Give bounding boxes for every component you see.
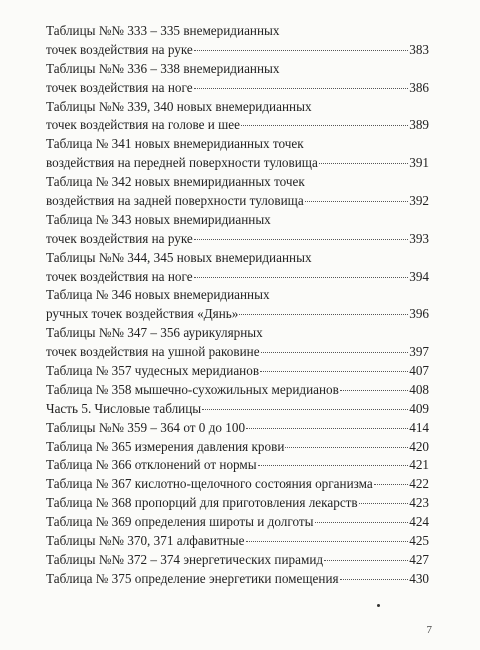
toc-page-number: 421 <box>409 457 429 473</box>
toc-entry[interactable] <box>46 286 429 324</box>
toc-page-number: 414 <box>409 419 429 435</box>
dot-leader <box>246 541 409 542</box>
toc-entry[interactable] <box>46 362 429 381</box>
dot-leader <box>319 163 408 164</box>
toc-entry[interactable] <box>46 98 429 136</box>
toc-entry-text: Таблица № 366 отклонений от нормы <box>46 457 257 473</box>
toc-entry-text: точек воздействия на голове и шее <box>46 117 241 133</box>
toc-entry[interactable] <box>46 532 429 551</box>
toc-entry-text: Таблица № 342 новых внемиридианных точек <box>46 174 305 190</box>
dot-leader <box>258 465 409 466</box>
toc-page-number: 389 <box>409 117 429 133</box>
toc-page-number: 430 <box>409 570 429 586</box>
toc-entry-text: Таблица № 367 кислотно-щелочного состояния организма <box>46 476 373 492</box>
toc-entry-text: Таблица № 368 пропорций для приготовления лекарств <box>46 495 358 511</box>
toc-entry[interactable] <box>46 419 429 438</box>
toc-entry-text: Таблицы №№ 370, 371 алфавитные <box>46 533 245 549</box>
dot-leader <box>239 314 408 315</box>
table-of-contents <box>46 22 429 589</box>
toc-page-number: 383 <box>409 41 429 57</box>
toc-entry-text: Таблицы №№ 344, 345 новых внемеридианных <box>46 249 312 265</box>
toc-entry-text: Таблица № 343 новых внемиридианных <box>46 211 271 227</box>
toc-page-number: 407 <box>409 363 429 379</box>
dot-leader <box>246 428 408 429</box>
page-number: 7 <box>426 624 432 636</box>
toc-entry[interactable] <box>46 22 429 60</box>
toc-entry-text: точек воздействия на ноге <box>46 79 193 95</box>
dot-leader <box>305 201 409 202</box>
toc-entry[interactable] <box>46 60 429 98</box>
toc-entry[interactable] <box>46 249 429 287</box>
toc-page-number: 396 <box>409 306 429 322</box>
toc-entry[interactable] <box>46 494 429 513</box>
toc-entry-text: Таблицы №№ 372 – 374 энергетических пирамид <box>46 551 324 567</box>
dot-leader <box>340 390 408 391</box>
ink-dot <box>377 604 380 607</box>
toc-entry[interactable] <box>46 570 429 589</box>
toc-page-number: 392 <box>409 193 429 209</box>
toc-page-number: 391 <box>409 155 429 171</box>
toc-entry-text: Таблицы №№ 347 – 356 аурикулярных <box>46 325 263 341</box>
toc-entry[interactable] <box>46 513 429 532</box>
dot-leader <box>194 88 409 89</box>
toc-page-number: 408 <box>409 381 429 397</box>
toc-entry-text: Таблица № 357 чудесных меридианов <box>46 363 260 379</box>
toc-page-number: 425 <box>409 533 429 549</box>
toc-page-number: 409 <box>409 400 429 416</box>
toc-entry-text: точек воздействия на руке <box>46 230 193 246</box>
toc-entry[interactable] <box>46 551 429 570</box>
toc-entry-text: точек воздействия на руке <box>46 41 193 57</box>
toc-entry-text: Таблица № 375 определение энергетики помещения <box>46 570 339 586</box>
dot-leader <box>260 371 408 372</box>
dot-leader <box>202 409 408 410</box>
toc-entry-text: Таблицы №№ 339, 340 новых внемеридианных <box>46 98 312 114</box>
dot-leader <box>194 50 408 51</box>
toc-entry-text: Часть 5. Числовые таблицы <box>46 400 202 416</box>
dot-leader <box>194 277 409 278</box>
toc-entry-text: Таблицы №№ 359 – 364 от 0 до 100 <box>46 419 246 435</box>
toc-entry[interactable] <box>46 135 429 173</box>
toc-page-number: 386 <box>409 79 429 95</box>
dot-leader <box>194 239 408 240</box>
toc-entry-text: точек воздействия на ушной раковине <box>46 344 260 360</box>
toc-entry-text: ручных точек воздействия «Дянь» <box>46 306 239 322</box>
toc-page-number: 397 <box>409 344 429 360</box>
dot-leader <box>241 125 408 126</box>
toc-entry-text: воздействия на задней поверхности туловища <box>46 193 304 209</box>
dot-leader <box>285 447 408 448</box>
toc-page-number: 422 <box>409 476 429 492</box>
toc-entry[interactable] <box>46 456 429 475</box>
dot-leader <box>359 503 409 504</box>
toc-page-number: 427 <box>409 551 429 567</box>
toc-page-number: 424 <box>409 514 429 530</box>
toc-entry[interactable] <box>46 400 429 419</box>
toc-entry[interactable] <box>46 324 429 362</box>
toc-entry[interactable] <box>46 173 429 211</box>
toc-entry-text: точек воздействия на ноге <box>46 268 193 284</box>
toc-entry[interactable] <box>46 211 429 249</box>
dot-leader <box>315 522 409 523</box>
toc-entry-text: Таблицы №№ 336 – 338 внемеридианных <box>46 60 280 76</box>
toc-page-number: 393 <box>409 230 429 246</box>
toc-entry[interactable] <box>46 475 429 494</box>
dot-leader <box>324 560 408 561</box>
toc-entry-text: Таблица № 369 определения широты и долготы <box>46 514 314 530</box>
toc-entry-text: Таблицы №№ 333 – 335 внемеридианных <box>46 23 280 38</box>
dot-leader <box>374 484 408 485</box>
toc-page-number: 420 <box>409 438 429 454</box>
toc-entry-text: Таблица № 346 новых внемеридианных <box>46 287 270 303</box>
toc-page-number: 423 <box>409 495 429 511</box>
dot-leader <box>340 579 409 580</box>
toc-entry[interactable] <box>46 381 429 400</box>
toc-entry-text: Таблица № 341 новых внемеридианных точек <box>46 136 304 152</box>
toc-entry-text: воздействия на передней поверхности туловища <box>46 155 318 171</box>
toc-page-number: 394 <box>409 268 429 284</box>
dot-leader <box>261 352 409 353</box>
toc-entry-text: Таблица № 365 измерения давления крови <box>46 438 285 454</box>
toc-entry[interactable] <box>46 438 429 457</box>
toc-entry-text: Таблица № 358 мышечно-сухожильных меридианов <box>46 381 339 397</box>
